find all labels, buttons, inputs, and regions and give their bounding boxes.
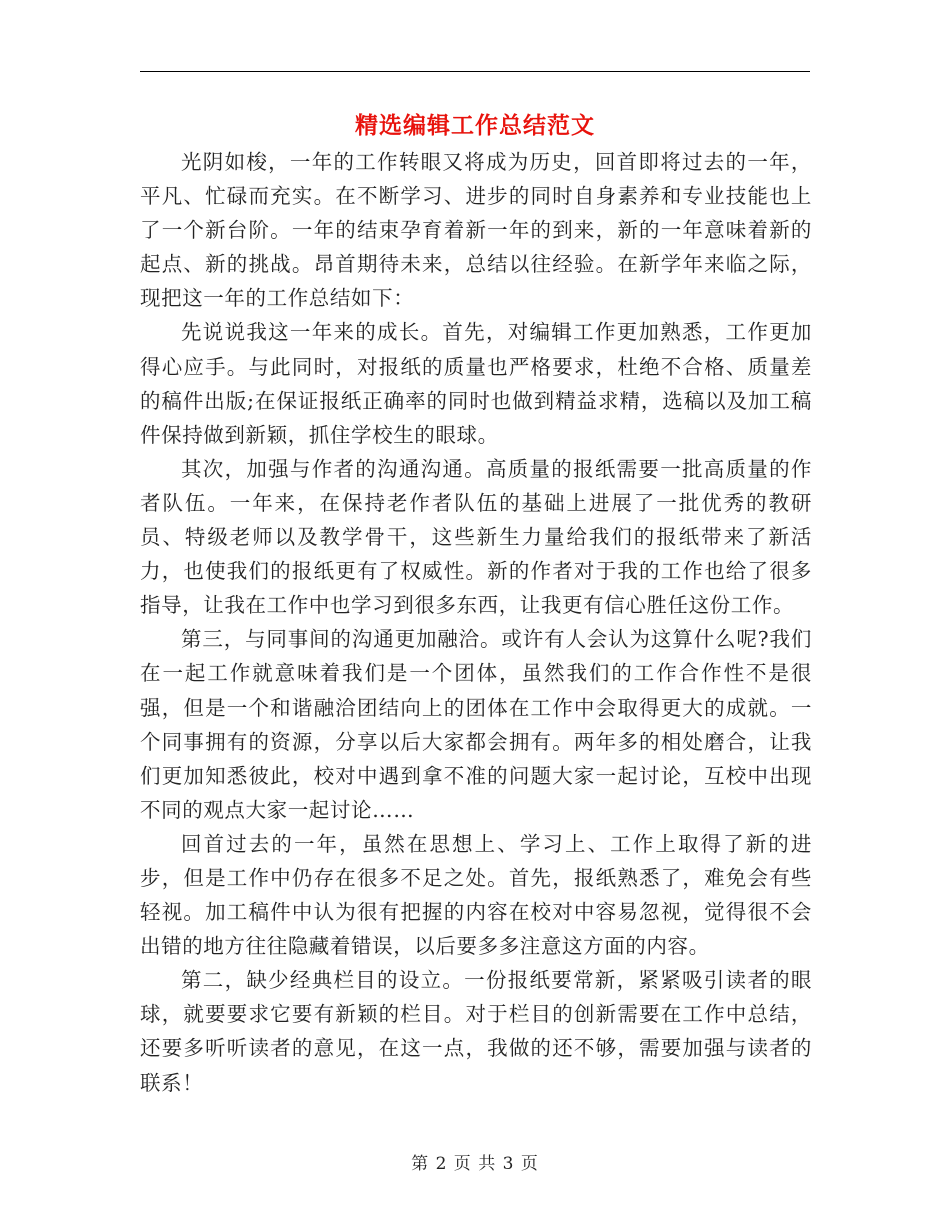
page-number-footer: 第 2 页 共 3 页: [411, 1154, 539, 1174]
paragraph-growth: 先说说我这一年来的成长。首先，对编辑工作更加熟悉，工作更加得心应手。与此同时，对报纸的质量也严格要求，杜绝不合格、质量差的稿件出版;在保证报纸正确率的同时也做到精益求精，选稿以及加工稿件保持做到新颖，抓住学校生的眼球。: [140, 320, 812, 447]
paragraph-author-communication: 其次，加强与作者的沟通沟通。高质量的报纸需要一批高质量的作者队伍。一年来，在保持老作者队伍的基础上进展了一批优秀的教研员、特级老师以及教学骨干，这些新生力量给我们的报纸带来了新活力，也使我们的报纸更有了权威性。新的作者对于我的工作也给了很多指导，让我在工作中也学习到很多东西，让我更有信心胜任这份工作。: [140, 456, 812, 618]
header-rule: [140, 71, 810, 72]
paragraph-colleague-communication: 第三，与同事间的沟通更加融洽。或许有人会认为这算什么呢?我们在一起工作就意味着我们是一个团体，虽然我们的工作合作性不是很强，但是一个和谐融洽团结向上的团体在工作中会取得更大的成就。一个同事拥有的资源，分享以后大家都会拥有。两年多的相处磨合，让我们更加知悉彼此，校对中遇到拿不准的问题大家一起讨论，互校中出现不同的观点大家一起讨论……: [140, 627, 812, 822]
document-title: 精选编辑工作总结范文: [355, 113, 595, 139]
paragraph-shortcomings: 回首过去的一年，虽然在思想上、学习上、工作上取得了新的进步，但是工作中仍存在很多不足之处。首先，报纸熟悉了，难免会有些轻视。加工稿件中认为很有把握的内容在校对中容易忽视，觉得很不会出错的地方往往隐藏着错误，以后要多多注意这方面的内容。: [140, 831, 812, 959]
paragraph-intro: 光阴如梭，一年的工作转眼又将成为历史，回首即将过去的一年，平凡、忙碌而充实。在不断学习、进步的同时自身素养和专业技能也上了一个新台阶。一年的结束孕育着新一年的到来，新的一年意味着新的起点、新的挑战。昂首期待未来，总结以往经验。在新学年来临之际，现把这一年的工作总结如下：: [140, 150, 812, 311]
paragraph-columns: 第二，缺少经典栏目的设立。一份报纸要常新，紧紧吸引读者的眼球，就要要求它要有新颖的栏目。对于栏目的创新需要在工作中总结，还要多听听读者的意见，在这一点，我做的还不够，需要加强与读者的联系！: [140, 968, 812, 1095]
document-body: [140, 145, 812, 1100]
